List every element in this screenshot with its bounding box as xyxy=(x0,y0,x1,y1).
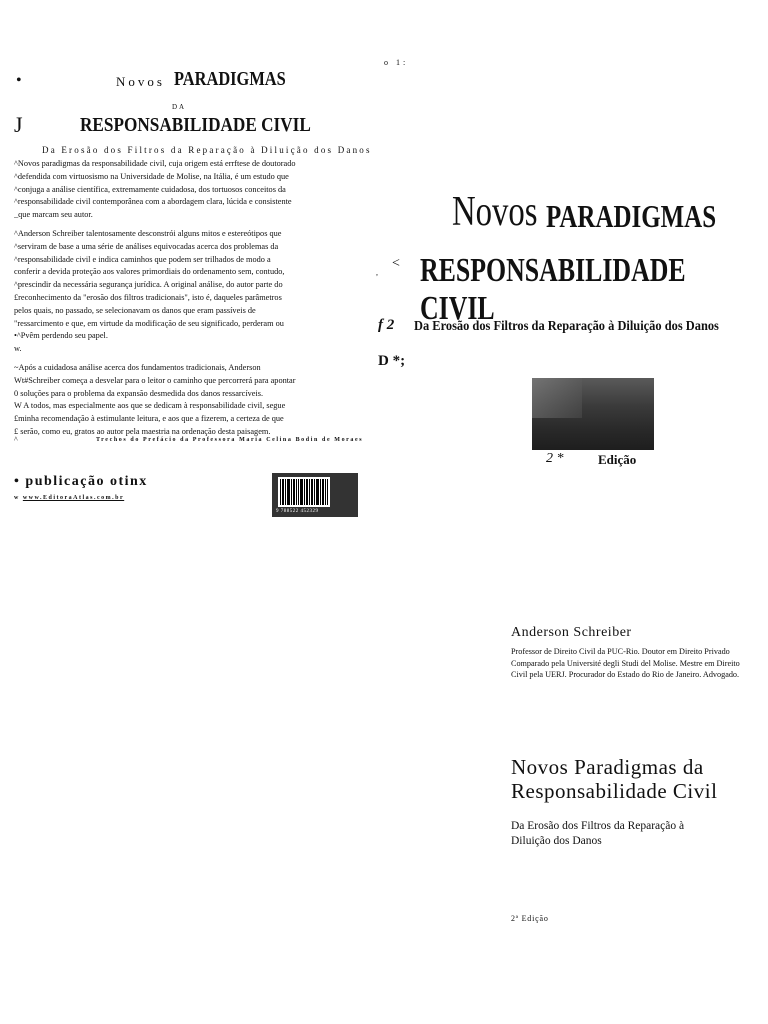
title-page-title xyxy=(511,755,761,803)
blurb-paragraph-1 xyxy=(14,158,336,222)
caret-mark: ^ xyxy=(14,435,18,444)
blurb-line: ^responsabilidade civil contemporânea com a abordagem clara, lúcida e consistente xyxy=(14,197,292,207)
blurb-line: pelos quais, no passado, se selecionavam os danos que eram passíveis de xyxy=(14,305,256,315)
barcode xyxy=(272,473,358,517)
blurb-line: ^prescindir da necessária segurança jurídica. A original análise, do autor parte do xyxy=(14,280,283,290)
blurb-line: £minha recomendação à estimulante leitura, e aos que a fizerem, a certeza de que xyxy=(14,414,284,424)
title-page-subtitle-line2: Diluição dos Danos xyxy=(511,835,602,847)
publisher-site[interactable] xyxy=(14,495,124,501)
site-link[interactable]: www.EditoraAtlas.com.br xyxy=(22,495,125,501)
back-cover-title-line1 xyxy=(16,68,376,90)
front-title-responsabilidade: RESPONSABILIDADE CIVIL xyxy=(420,252,686,327)
back-title-da: DA xyxy=(172,103,187,111)
blurb-line: ^conjuga a análise científica, extremamente cuidadosa, dos tortuosos conceitos da xyxy=(14,184,286,194)
back-subtitle: Da Erosão dos Filtros da Reparação à Diluição dos Danos xyxy=(42,145,372,155)
front-lt-mark: < xyxy=(392,256,400,271)
front-subtitle: Da Erosão dos Filtros da Reparação à Diluição dos Danos xyxy=(414,318,719,333)
blurb-line: ~Após a cuidadosa análise acerca dos fundamentos tradicionais, Anderson xyxy=(14,362,261,372)
barcode-number: 9 788522 452329 xyxy=(276,509,319,514)
back-title-j: J xyxy=(14,112,23,137)
barcode-bars-icon xyxy=(278,477,330,507)
blurb-line: conferir a devida proteção aos valores primordiais do ordenamento sem, contudo, xyxy=(14,267,285,277)
publisher-line: • publicação otinx xyxy=(14,474,148,489)
photo-highlight xyxy=(532,378,582,418)
blurb-line: ^Anderson Schreiber talentosamente desconstrói alguns mitos e estereótipos que xyxy=(14,228,282,238)
back-cover-blurb xyxy=(14,158,336,445)
title-page-title-line2: Responsabilidade Civil xyxy=(511,779,718,803)
front-edition-label: Edição xyxy=(598,452,637,467)
back-title-paradigmas: PARADIGMAS xyxy=(174,68,286,90)
author-name: Anderson Schreiber xyxy=(511,625,632,640)
blurb-line: •^Pvêm perdendo seu papel. xyxy=(14,331,108,341)
title-page-subtitle-line1: Da Erosão dos Filtros da Reparação à xyxy=(511,820,685,832)
front-d-mark: D *; xyxy=(378,353,406,369)
blurb-line: 0 soluções para o problema da expansão desmedida dos danos ressarcíveis. xyxy=(14,388,264,398)
blurb-line: £ serão, como eu, gratos ao autor pela maestria na ordenação desta paisagem. xyxy=(14,426,271,436)
site-prefix: w xyxy=(14,495,20,501)
blurb-line: W A todos, mas especialmente aos que se dedicam à responsabilidade civil, segue xyxy=(14,401,286,411)
back-title-responsabilidade: RESPONSABILIDADE CIVIL xyxy=(80,114,311,136)
front-edition-number: 2 * xyxy=(546,451,564,466)
title-page-title-line1: Novos Paradigmas da xyxy=(511,755,704,779)
blurb-line: ^defendida com virtuosismo na Universidade de Molise, na Itália, é um estudo que xyxy=(14,171,289,181)
title-page-edition: 2ª Edição xyxy=(511,914,549,923)
blurb-line: ^responsabilidade civil e indica caminhos que podem ser trilhados de modo a xyxy=(14,254,271,264)
front-title-paradigmas: PARADIGMAS xyxy=(546,198,717,234)
bullet-mark: • xyxy=(16,72,22,89)
blurb-line: ^serviram de base a uma série de análises equivocadas acerca dos problemas da xyxy=(14,241,279,251)
author-bio: Professor de Direito Civil da PUC-Rio. Doutor em Direito Privado Comparado pela Université degli Studi del Molise. Mestre em Direito Civil pela UERJ. Procurador do Estado do Rio de Janeiro. Advogado. xyxy=(511,647,740,679)
preface-credit: Trechos do Prefácio da Professora Maria Celina Bodin de Moraes xyxy=(96,437,364,443)
blurb-paragraph-2 xyxy=(14,228,336,356)
title-page-subtitle xyxy=(511,819,741,849)
blurb-line: _que marcam seu autor. xyxy=(14,210,93,220)
blurb-line: £reconhecimento da "erosão dos filtros tradicionais", isto é, daqueles parâmetros xyxy=(14,292,282,302)
blurb-line: "ressarcimento e que, em virtude da modificação de seu significado, perderam ou xyxy=(14,318,284,328)
blurb-paragraph-3 xyxy=(14,362,336,439)
front-comma-mark: , xyxy=(376,268,378,277)
blurb-line: w. xyxy=(14,344,22,354)
cover-photo xyxy=(532,378,654,450)
corner-mark: o 1: xyxy=(384,58,409,67)
front-f2-mark: f 2 xyxy=(378,317,395,333)
blurb-line: ^Novos paradigmas da responsabilidade civil, cuja origem está errftese de doutorado xyxy=(14,159,296,168)
blurb-line: Wt#Schreiber começa a desvelar para o leitor o caminho que percorrerá para apontar xyxy=(14,375,296,385)
front-title-novos: Novos xyxy=(452,189,538,235)
back-title-novos: Novos xyxy=(116,74,165,89)
